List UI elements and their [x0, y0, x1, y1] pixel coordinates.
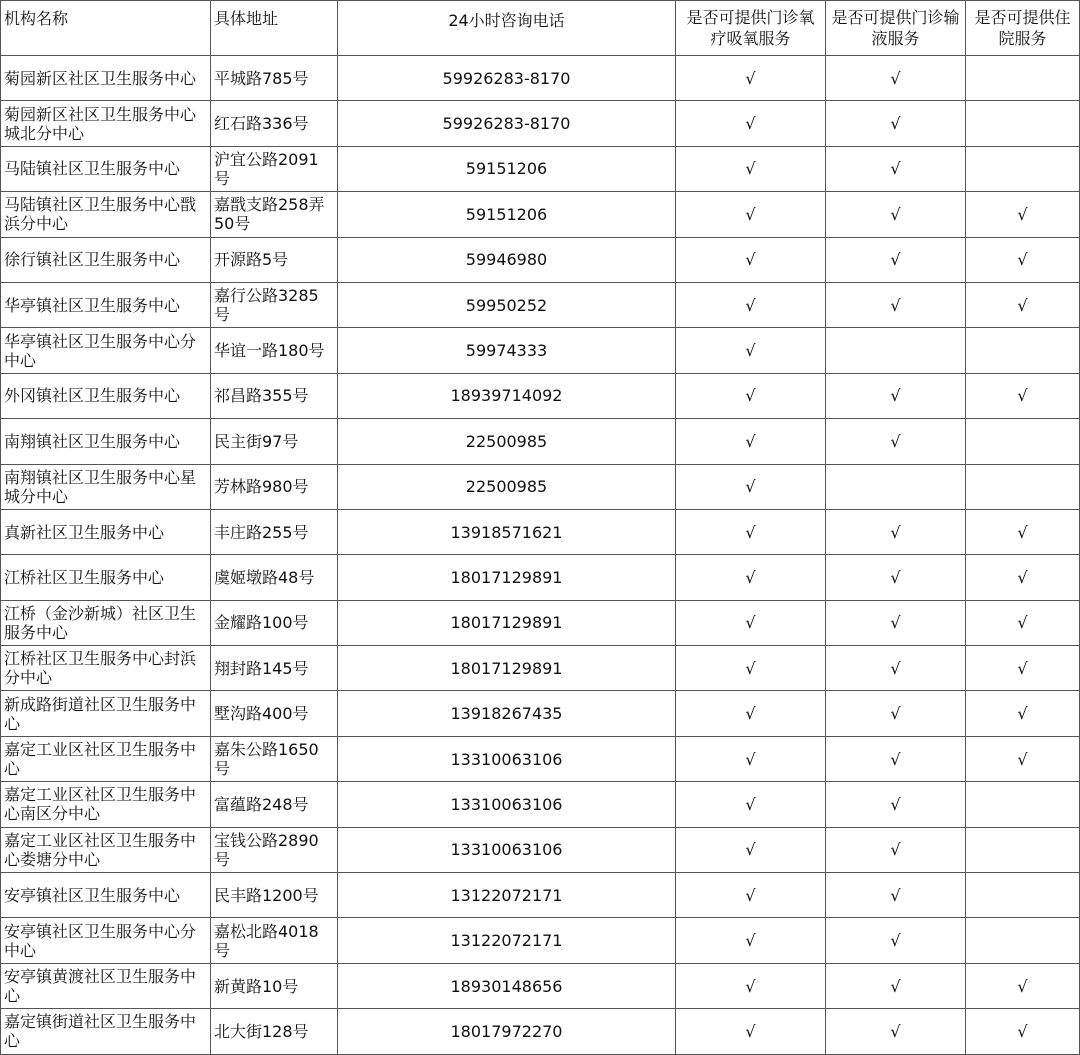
cell-name: 新成路街道社区卫生服务中心	[1, 691, 211, 736]
cell-oxygen: √	[676, 328, 826, 373]
cell-inpatient: √	[966, 736, 1080, 781]
cell-phone: 59926283-8170	[338, 101, 676, 146]
table-row	[1, 464, 1080, 509]
cell-name: 江桥社区卫生服务中心	[1, 555, 211, 600]
cell-oxygen: √	[676, 509, 826, 554]
cell-inpatient	[966, 782, 1080, 827]
cell-inpatient: √	[966, 237, 1080, 282]
cell-inpatient: √	[966, 691, 1080, 736]
cell-name: 江桥（金沙新城）社区卫生服务中心	[1, 600, 211, 645]
cell-inpatient: √	[966, 282, 1080, 327]
cell-inpatient: √	[966, 963, 1080, 1008]
header-address: 具体地址	[211, 1, 338, 56]
cell-oxygen: √	[676, 736, 826, 781]
cell-inpatient: √	[966, 373, 1080, 418]
cell-phone: 59151206	[338, 146, 676, 191]
cell-phone: 59946980	[338, 237, 676, 282]
cell-phone: 13918571621	[338, 509, 676, 554]
cell-address: 民主街97号	[211, 419, 338, 464]
cell-phone: 18017129891	[338, 600, 676, 645]
cell-name: 马陆镇社区卫生服务中心戬浜分中心	[1, 192, 211, 237]
header-row	[1, 1, 1080, 56]
cell-name: 徐行镇社区卫生服务中心	[1, 237, 211, 282]
cell-address: 翔封路145号	[211, 646, 338, 691]
header-name: 机构名称	[1, 1, 211, 56]
cell-oxygen: √	[676, 1009, 826, 1054]
cell-phone: 59151206	[338, 192, 676, 237]
table-row	[1, 555, 1080, 600]
cell-oxygen: √	[676, 419, 826, 464]
cell-oxygen: √	[676, 146, 826, 191]
cell-address: 金耀路100号	[211, 600, 338, 645]
header-oxygen: 是否可提供门诊氧疗吸氧服务	[676, 1, 826, 56]
cell-oxygen: √	[676, 782, 826, 827]
cell-phone: 18017972270	[338, 1009, 676, 1054]
table-row	[1, 600, 1080, 645]
cell-name: 外冈镇社区卫生服务中心	[1, 373, 211, 418]
table-row	[1, 736, 1080, 781]
cell-infusion: √	[826, 827, 966, 872]
cell-name: 嘉定工业区社区卫生服务中心	[1, 736, 211, 781]
cell-oxygen: √	[676, 56, 826, 101]
cell-name: 安亭镇黄渡社区卫生服务中心	[1, 963, 211, 1008]
cell-infusion: √	[826, 646, 966, 691]
cell-address: 华谊一路180号	[211, 328, 338, 373]
cell-infusion	[826, 464, 966, 509]
cell-infusion: √	[826, 282, 966, 327]
cell-phone: 13310063106	[338, 736, 676, 781]
cell-phone: 18017129891	[338, 646, 676, 691]
cell-infusion: √	[826, 782, 966, 827]
cell-address: 平城路785号	[211, 56, 338, 101]
cell-inpatient	[966, 464, 1080, 509]
cell-name: 华亭镇社区卫生服务中心分中心	[1, 328, 211, 373]
cell-phone: 18939714092	[338, 373, 676, 418]
cell-infusion: √	[826, 192, 966, 237]
cell-oxygen: √	[676, 963, 826, 1008]
cell-address: 虞姬墩路48号	[211, 555, 338, 600]
table-row	[1, 419, 1080, 464]
cell-address: 开源路5号	[211, 237, 338, 282]
cell-name: 华亭镇社区卫生服务中心	[1, 282, 211, 327]
table-row	[1, 282, 1080, 327]
cell-address: 嘉松北路4018号	[211, 918, 338, 963]
cell-name: 菊园新区社区卫生服务中心城北分中心	[1, 101, 211, 146]
table-row	[1, 646, 1080, 691]
cell-inpatient: √	[966, 646, 1080, 691]
cell-infusion: √	[826, 555, 966, 600]
table-row	[1, 827, 1080, 872]
cell-phone: 18017129891	[338, 555, 676, 600]
cell-address: 红石路336号	[211, 101, 338, 146]
cell-name: 嘉定工业区社区卫生服务中心南区分中心	[1, 782, 211, 827]
cell-inpatient	[966, 101, 1080, 146]
cell-phone: 18930148656	[338, 963, 676, 1008]
table-row	[1, 873, 1080, 918]
table-row	[1, 101, 1080, 146]
cell-phone: 59950252	[338, 282, 676, 327]
table-row	[1, 963, 1080, 1008]
cell-address: 嘉朱公路1650号	[211, 736, 338, 781]
cell-name: 安亭镇社区卫生服务中心	[1, 873, 211, 918]
table-row	[1, 918, 1080, 963]
header-inpatient: 是否可提供住院服务	[966, 1, 1080, 56]
cell-infusion: √	[826, 237, 966, 282]
cell-phone: 13310063106	[338, 827, 676, 872]
cell-oxygen: √	[676, 827, 826, 872]
cell-inpatient	[966, 146, 1080, 191]
cell-name: 南翔镇社区卫生服务中心星城分中心	[1, 464, 211, 509]
cell-address: 嘉戬支路258弄50号	[211, 192, 338, 237]
table-row	[1, 1009, 1080, 1054]
table-row	[1, 328, 1080, 373]
cell-name: 嘉定工业区社区卫生服务中心娄塘分中心	[1, 827, 211, 872]
cell-address: 墅沟路400号	[211, 691, 338, 736]
table-row	[1, 192, 1080, 237]
cell-address: 宝钱公路2890号	[211, 827, 338, 872]
table-row	[1, 146, 1080, 191]
cell-oxygen: √	[676, 600, 826, 645]
cell-phone: 13122072171	[338, 873, 676, 918]
cell-phone: 59926283-8170	[338, 56, 676, 101]
table-row	[1, 782, 1080, 827]
cell-address: 民丰路1200号	[211, 873, 338, 918]
cell-infusion: √	[826, 419, 966, 464]
cell-address: 沪宜公路2091号	[211, 146, 338, 191]
cell-inpatient	[966, 419, 1080, 464]
cell-address: 芳林路980号	[211, 464, 338, 509]
cell-oxygen: √	[676, 918, 826, 963]
cell-phone: 13122072171	[338, 918, 676, 963]
cell-inpatient	[966, 918, 1080, 963]
cell-infusion: √	[826, 373, 966, 418]
cell-oxygen: √	[676, 373, 826, 418]
cell-address: 嘉行公路3285号	[211, 282, 338, 327]
cell-name: 南翔镇社区卫生服务中心	[1, 419, 211, 464]
cell-phone: 22500985	[338, 464, 676, 509]
table-row	[1, 237, 1080, 282]
table-row	[1, 373, 1080, 418]
cell-infusion: √	[826, 509, 966, 554]
cell-phone: 59974333	[338, 328, 676, 373]
table-row	[1, 509, 1080, 554]
cell-oxygen: √	[676, 646, 826, 691]
cell-address: 祁昌路355号	[211, 373, 338, 418]
cell-phone: 13918267435	[338, 691, 676, 736]
cell-name: 菊园新区社区卫生服务中心	[1, 56, 211, 101]
cell-infusion: √	[826, 101, 966, 146]
cell-address: 新黄路10号	[211, 963, 338, 1008]
cell-oxygen: √	[676, 555, 826, 600]
cell-address: 富蕴路248号	[211, 782, 338, 827]
cell-infusion	[826, 328, 966, 373]
cell-infusion: √	[826, 873, 966, 918]
cell-oxygen: √	[676, 464, 826, 509]
cell-infusion: √	[826, 1009, 966, 1054]
table-row	[1, 56, 1080, 101]
cell-inpatient	[966, 827, 1080, 872]
header-phone: 24小时咨询电话	[338, 1, 676, 56]
cell-address: 北大街128号	[211, 1009, 338, 1054]
cell-name: 真新社区卫生服务中心	[1, 509, 211, 554]
cell-infusion: √	[826, 736, 966, 781]
cell-oxygen: √	[676, 691, 826, 736]
cell-name: 嘉定镇街道社区卫生服务中心	[1, 1009, 211, 1054]
cell-name: 安亭镇社区卫生服务中心分中心	[1, 918, 211, 963]
cell-infusion: √	[826, 146, 966, 191]
cell-infusion: √	[826, 600, 966, 645]
header-infusion: 是否可提供门诊输液服务	[826, 1, 966, 56]
cell-oxygen: √	[676, 192, 826, 237]
cell-oxygen: √	[676, 282, 826, 327]
cell-inpatient	[966, 873, 1080, 918]
cell-infusion: √	[826, 963, 966, 1008]
cell-infusion: √	[826, 691, 966, 736]
cell-inpatient	[966, 328, 1080, 373]
cell-phone: 13310063106	[338, 782, 676, 827]
cell-name: 马陆镇社区卫生服务中心	[1, 146, 211, 191]
cell-oxygen: √	[676, 101, 826, 146]
cell-inpatient	[966, 56, 1080, 101]
cell-inpatient: √	[966, 509, 1080, 554]
cell-inpatient: √	[966, 600, 1080, 645]
cell-inpatient: √	[966, 192, 1080, 237]
cell-infusion: √	[826, 918, 966, 963]
cell-inpatient: √	[966, 555, 1080, 600]
table-row	[1, 691, 1080, 736]
cell-phone: 22500985	[338, 419, 676, 464]
cell-oxygen: √	[676, 237, 826, 282]
table-body	[1, 56, 1080, 1055]
cell-name: 江桥社区卫生服务中心封浜分中心	[1, 646, 211, 691]
cell-oxygen: √	[676, 873, 826, 918]
cell-infusion: √	[826, 56, 966, 101]
cell-inpatient: √	[966, 1009, 1080, 1054]
cell-address: 丰庄路255号	[211, 509, 338, 554]
